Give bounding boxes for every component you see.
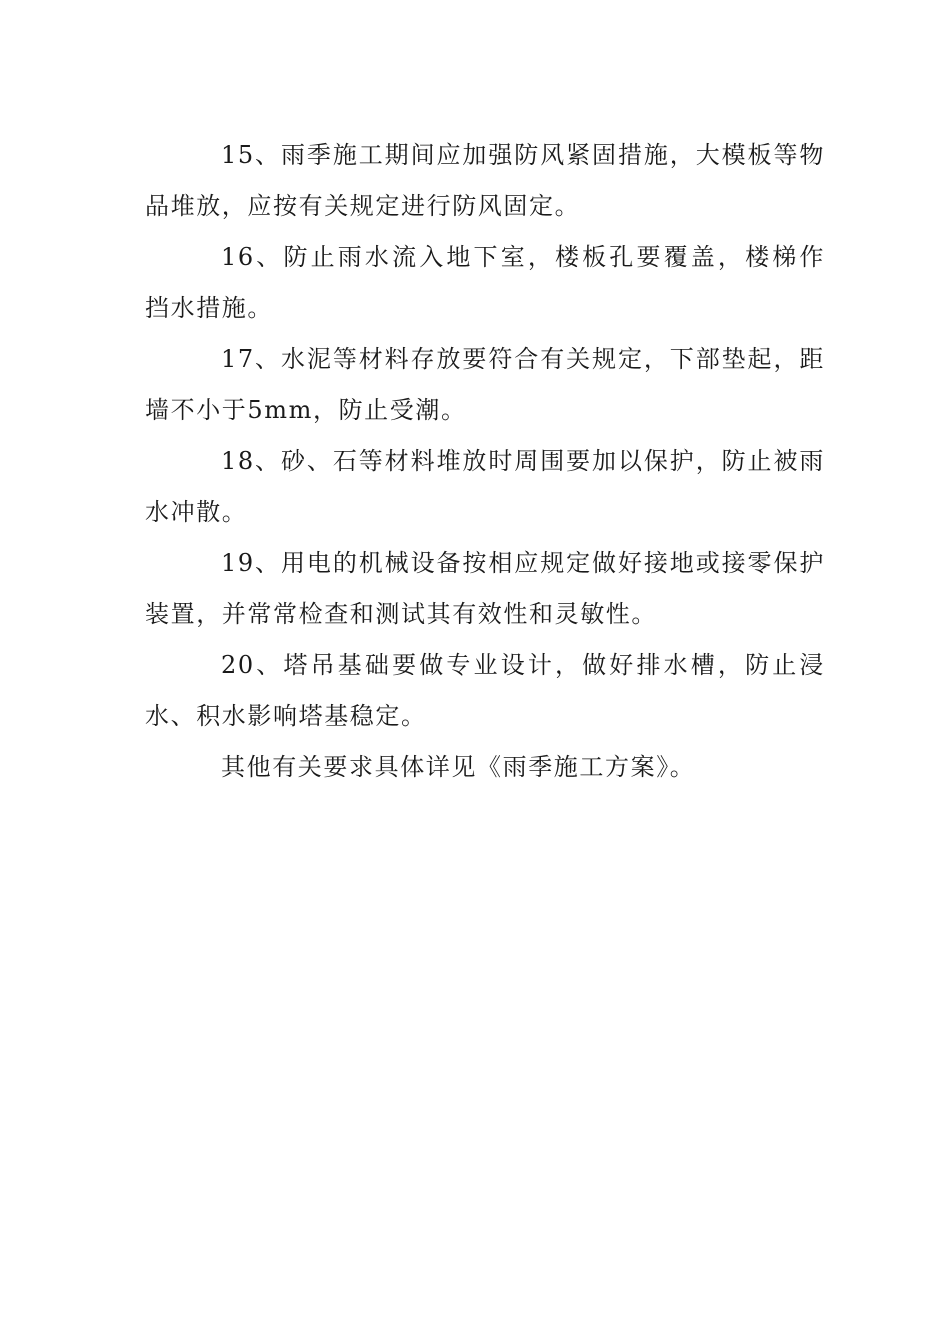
paragraph-item-19: 19、用电的机械设备按相应规定做好接地或接零保护装置，并常常检查和测试其有效性和灵敏性。 — [145, 549, 825, 628]
paragraph-item-18: 18、砂、石等材料堆放时周围要加以保护，防止被雨水冲散。 — [145, 447, 825, 526]
paragraph-item-17: 17、水泥等材料存放要符合有关规定，下部垫起，距墙不小于5mm，防止受潮。 — [145, 345, 825, 424]
paragraph-item-20: 20、塔吊基础要做专业设计，做好排水槽，防止浸水、积水影响塔基稳定。 — [145, 651, 825, 730]
paragraph-closing-note: 其他有关要求具体详见《雨季施工方案》。 — [221, 753, 696, 781]
document-body — [145, 130, 825, 793]
paragraph-item-16: 16、防止雨水流入地下室，楼板孔要覆盖，楼梯作 挡水措施。 — [145, 243, 825, 322]
paragraph-item-15: 15、雨季施工期间应加强防风紧固措施，大模板等物品堆放，应按有关规定进行防风固定。 — [145, 141, 825, 220]
